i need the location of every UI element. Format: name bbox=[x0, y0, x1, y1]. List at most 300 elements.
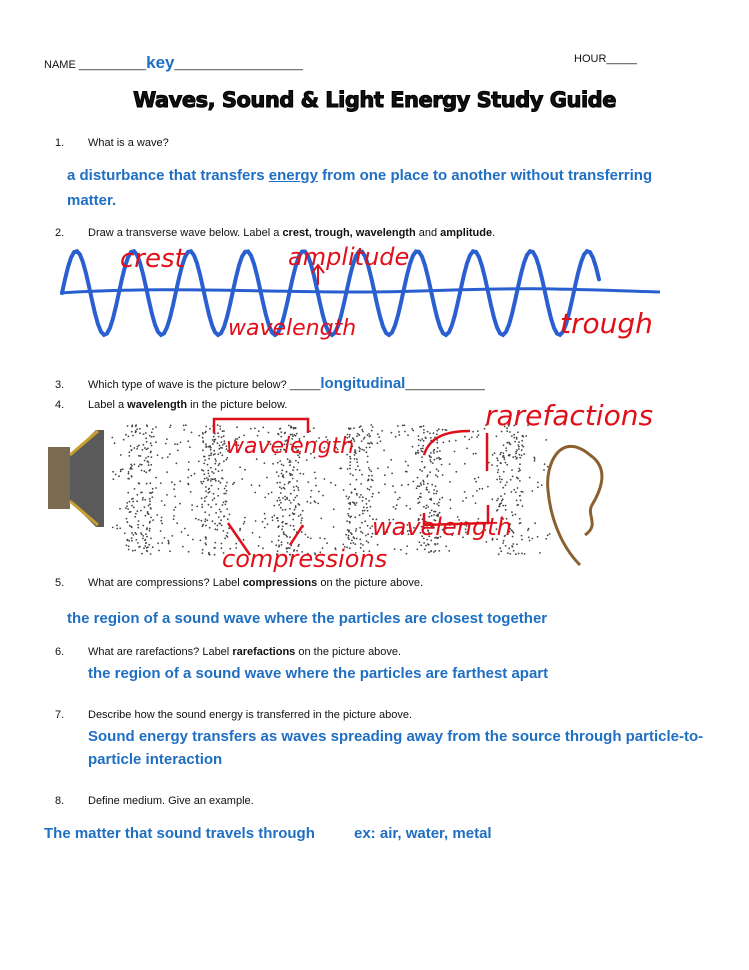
particle-dot bbox=[298, 489, 300, 491]
particle-dot bbox=[285, 509, 287, 511]
particle-dot bbox=[279, 482, 281, 484]
particle-dot bbox=[123, 439, 125, 441]
particle-dot bbox=[370, 470, 372, 472]
particle-dot bbox=[311, 490, 313, 492]
particle-dot bbox=[145, 533, 147, 535]
particle-dot bbox=[146, 551, 148, 553]
particle-dot bbox=[431, 510, 433, 512]
particle-dot bbox=[212, 443, 214, 445]
particle-dot bbox=[167, 456, 169, 458]
particle-dot bbox=[179, 480, 181, 482]
particle-dot bbox=[142, 497, 144, 499]
particle-dot bbox=[157, 542, 159, 544]
particle-dot bbox=[244, 469, 246, 471]
particle-dot bbox=[145, 542, 147, 544]
particle-dot bbox=[422, 480, 424, 482]
particle-dot bbox=[149, 522, 151, 524]
particle-dot bbox=[151, 436, 153, 438]
particle-dot bbox=[146, 483, 148, 485]
particle-dot bbox=[160, 482, 162, 484]
particle-dot bbox=[534, 458, 536, 460]
particle-dot bbox=[400, 549, 402, 551]
particle-dot bbox=[437, 447, 439, 449]
particle-dot bbox=[326, 542, 328, 544]
particle-dot bbox=[346, 495, 348, 497]
particle-dot bbox=[158, 550, 160, 552]
particle-dot bbox=[520, 500, 522, 502]
particle-dot bbox=[369, 469, 371, 471]
particle-dot bbox=[320, 518, 322, 520]
particle-dot bbox=[516, 438, 518, 440]
particle-dot bbox=[371, 475, 373, 477]
particle-dot bbox=[119, 527, 121, 529]
particle-dot bbox=[150, 507, 152, 509]
particle-dot bbox=[138, 465, 140, 467]
particle-dot bbox=[217, 424, 219, 426]
particle-dot bbox=[114, 442, 116, 444]
particle-dot bbox=[137, 524, 139, 526]
particle-dot bbox=[206, 520, 208, 522]
particle-dot bbox=[515, 514, 517, 516]
particle-dot bbox=[128, 471, 130, 473]
particle-dot bbox=[204, 456, 206, 458]
particle-dot bbox=[428, 491, 430, 493]
particle-dot bbox=[292, 478, 294, 480]
particle-dot bbox=[144, 470, 146, 472]
particle-dot bbox=[122, 468, 124, 470]
particle-dot bbox=[499, 505, 501, 507]
particle-dot bbox=[509, 553, 511, 555]
particle-dot bbox=[225, 485, 227, 487]
particle-dot bbox=[398, 431, 400, 433]
particle-dot bbox=[136, 448, 138, 450]
particle-dot bbox=[514, 437, 516, 439]
particle-dot bbox=[362, 532, 364, 534]
particle-dot bbox=[333, 526, 335, 528]
name-label: NAME ___________ bbox=[44, 59, 147, 71]
particle-dot bbox=[492, 454, 494, 456]
particle-dot bbox=[370, 424, 372, 426]
particle-dot bbox=[475, 502, 477, 504]
particle-dot bbox=[116, 525, 118, 527]
particle-dot bbox=[522, 435, 524, 437]
particle-dot bbox=[426, 487, 428, 489]
particle-dot bbox=[189, 446, 191, 448]
particle-dot bbox=[223, 493, 225, 495]
particle-dot bbox=[502, 542, 504, 544]
particle-dot bbox=[450, 508, 452, 510]
particle-dot bbox=[208, 479, 210, 481]
particle-dot bbox=[223, 460, 225, 462]
particle-dot bbox=[187, 534, 189, 536]
particle-dot bbox=[423, 425, 425, 427]
particle-dot bbox=[212, 499, 214, 501]
particle-dot bbox=[377, 468, 379, 470]
particle-dot bbox=[206, 496, 208, 498]
particle-dot bbox=[396, 504, 398, 506]
particle-dot bbox=[166, 471, 168, 473]
particle-dot bbox=[198, 435, 200, 437]
particle-dot bbox=[497, 509, 499, 511]
particle-dot bbox=[236, 426, 238, 428]
particle-dot bbox=[497, 472, 499, 474]
particle-dot bbox=[307, 481, 309, 483]
particle-dot bbox=[217, 495, 219, 497]
particle-dot bbox=[496, 500, 498, 502]
particle-dot bbox=[202, 433, 204, 435]
particle-dot bbox=[136, 428, 138, 430]
particle-dot bbox=[500, 462, 502, 464]
particle-dot bbox=[151, 432, 153, 434]
particle-dot bbox=[512, 546, 514, 548]
particle-dot bbox=[148, 505, 150, 507]
particle-dot bbox=[141, 464, 143, 466]
particle-dot bbox=[188, 551, 190, 553]
particle-dot bbox=[354, 516, 356, 518]
particle-dot bbox=[442, 442, 444, 444]
particle-dot bbox=[511, 491, 513, 493]
particle-dot bbox=[220, 511, 222, 513]
particle-dot bbox=[223, 516, 225, 518]
particle-dot bbox=[281, 541, 283, 543]
particle-dot bbox=[131, 431, 133, 433]
particle-dot bbox=[436, 451, 438, 453]
particle-dot bbox=[289, 536, 291, 538]
particle-dot bbox=[280, 431, 282, 433]
particle-dot bbox=[138, 520, 140, 522]
particle-dot bbox=[285, 535, 287, 537]
particle-dot bbox=[515, 491, 517, 493]
particle-dot bbox=[290, 502, 292, 504]
particle-dot bbox=[497, 459, 499, 461]
particle-dot bbox=[406, 545, 408, 547]
particle-dot bbox=[417, 485, 419, 487]
particle-dot bbox=[351, 492, 353, 494]
particle-dot bbox=[313, 427, 315, 429]
particle-dot bbox=[516, 504, 518, 506]
particle-dot bbox=[145, 539, 147, 541]
particle-dot bbox=[226, 490, 228, 492]
particle-dot bbox=[359, 469, 361, 471]
particle-dot bbox=[171, 481, 173, 483]
particle-dot bbox=[486, 541, 488, 543]
particle-dot bbox=[223, 443, 225, 445]
particle-dot bbox=[215, 468, 217, 470]
particle-dot bbox=[279, 460, 281, 462]
particle-dot bbox=[519, 523, 521, 525]
particle-dot bbox=[127, 521, 129, 523]
particle-dot bbox=[279, 486, 281, 488]
particle-dot bbox=[220, 447, 222, 449]
particle-dot bbox=[147, 512, 149, 514]
particle-dot bbox=[142, 535, 144, 537]
particle-dot bbox=[353, 427, 355, 429]
particle-dot bbox=[267, 523, 269, 525]
particle-dot bbox=[522, 446, 524, 448]
particle-dot bbox=[128, 478, 130, 480]
particle-dot bbox=[147, 456, 149, 458]
particle-dot bbox=[406, 471, 408, 473]
particle-dot bbox=[135, 533, 137, 535]
particle-dot bbox=[349, 468, 351, 470]
particle-dot bbox=[395, 436, 397, 438]
particle-dot bbox=[202, 525, 204, 527]
particle-dot bbox=[355, 469, 357, 471]
particle-dot bbox=[466, 448, 468, 450]
particle-dot bbox=[150, 538, 152, 540]
particle-dot bbox=[171, 535, 173, 537]
particle-dot bbox=[407, 484, 409, 486]
particle-dot bbox=[126, 518, 128, 520]
particle-dot bbox=[155, 426, 157, 428]
particle-dot bbox=[244, 517, 246, 519]
particle-dot bbox=[537, 486, 539, 488]
particle-dot bbox=[205, 446, 207, 448]
particle-dot bbox=[161, 517, 163, 519]
particle-dot bbox=[354, 488, 356, 490]
particle-dot bbox=[147, 448, 149, 450]
particle-dot bbox=[271, 541, 273, 543]
particle-dot bbox=[289, 460, 291, 462]
particle-dot bbox=[272, 463, 274, 465]
particle-dot bbox=[183, 429, 185, 431]
particle-dot bbox=[430, 452, 432, 454]
particle-dot bbox=[347, 537, 349, 539]
particle-dot bbox=[315, 485, 317, 487]
particle-dot bbox=[306, 459, 308, 461]
particle-dot bbox=[164, 504, 166, 506]
name-field bbox=[44, 53, 303, 73]
particle-dot bbox=[137, 542, 139, 544]
particle-dot bbox=[356, 494, 358, 496]
particle-dot bbox=[290, 493, 292, 495]
label-wavelength-bottom: wavelength bbox=[372, 513, 512, 541]
particle-dot bbox=[519, 518, 521, 520]
particle-dot bbox=[425, 545, 427, 547]
particle-dot bbox=[299, 504, 301, 506]
particle-dot bbox=[225, 459, 227, 461]
particle-dot bbox=[212, 478, 214, 480]
particle-dot bbox=[502, 505, 504, 507]
speaker-icon bbox=[48, 430, 104, 527]
particle-dot bbox=[188, 469, 190, 471]
particle-dot bbox=[421, 438, 423, 440]
particle-dot bbox=[482, 488, 484, 490]
particle-dot bbox=[208, 504, 210, 506]
particle-dot bbox=[420, 484, 422, 486]
particle-dot bbox=[289, 473, 291, 475]
particle-dot bbox=[361, 474, 363, 476]
particle-dot bbox=[423, 440, 425, 442]
particle-dot bbox=[280, 428, 282, 430]
particle-dot bbox=[363, 438, 365, 440]
particle-dot bbox=[500, 452, 502, 454]
particle-dot bbox=[217, 432, 219, 434]
particle-dot bbox=[142, 538, 144, 540]
particle-dot bbox=[212, 520, 214, 522]
particle-dot bbox=[203, 481, 205, 483]
particle-dot bbox=[302, 510, 304, 512]
particle-dot bbox=[433, 493, 435, 495]
particle-dot bbox=[282, 474, 284, 476]
particle-dot bbox=[300, 514, 302, 516]
particle-dot bbox=[428, 544, 430, 546]
particle-dot bbox=[368, 467, 370, 469]
particle-dot bbox=[149, 498, 151, 500]
particle-dot bbox=[369, 506, 371, 508]
particle-dot bbox=[201, 483, 203, 485]
particle-dot bbox=[528, 528, 530, 530]
particle-dot bbox=[132, 550, 134, 552]
particle-dot bbox=[359, 539, 361, 541]
particle-dot bbox=[419, 426, 421, 428]
particle-dot bbox=[217, 453, 219, 455]
particle-dot bbox=[437, 476, 439, 478]
particle-dot bbox=[145, 432, 147, 434]
particle-dot bbox=[205, 536, 207, 538]
particle-dot bbox=[516, 544, 518, 546]
particle-dot bbox=[511, 435, 513, 437]
particle-dot bbox=[348, 535, 350, 537]
particle-dot bbox=[360, 494, 362, 496]
particle-dot bbox=[226, 508, 228, 510]
particle-dot bbox=[349, 522, 351, 524]
particle-dot bbox=[213, 547, 215, 549]
particle-dot bbox=[286, 471, 288, 473]
particle-dot bbox=[455, 471, 457, 473]
particle-dot bbox=[214, 439, 216, 441]
particle-dot bbox=[399, 497, 401, 499]
particle-dot bbox=[368, 500, 370, 502]
particle-dot bbox=[150, 451, 152, 453]
particle-dot bbox=[475, 481, 477, 483]
page-title: Waves, Sound & Light Energy Study Guide bbox=[133, 88, 616, 112]
particle-dot bbox=[135, 539, 137, 541]
particle-dot bbox=[205, 542, 207, 544]
particle-dot bbox=[491, 464, 493, 466]
particle-dot bbox=[293, 486, 295, 488]
particle-dot bbox=[129, 468, 131, 470]
particle-dot bbox=[438, 502, 440, 504]
particle-dot bbox=[368, 475, 370, 477]
particle-dot bbox=[209, 527, 211, 529]
particle-dot bbox=[516, 500, 518, 502]
particle-dot bbox=[166, 438, 168, 440]
particle-dot bbox=[138, 455, 140, 457]
particle-dot bbox=[412, 446, 414, 448]
particle-dot bbox=[202, 449, 204, 451]
particle-dot bbox=[150, 442, 152, 444]
particle-dot bbox=[264, 513, 266, 515]
particle-dot bbox=[127, 492, 129, 494]
particle-dot bbox=[417, 452, 419, 454]
particle-dot bbox=[112, 527, 114, 529]
answer-1-line2: matter. bbox=[67, 192, 117, 209]
particle-dot bbox=[439, 458, 441, 460]
particle-dot bbox=[310, 538, 312, 540]
particle-dot bbox=[353, 536, 355, 538]
particle-dot bbox=[220, 482, 222, 484]
particle-dot bbox=[285, 499, 287, 501]
particle-dot bbox=[219, 509, 221, 511]
particle-dot bbox=[152, 546, 154, 548]
particle-dot bbox=[152, 519, 154, 521]
particle-dot bbox=[366, 507, 368, 509]
particle-dot bbox=[436, 433, 438, 435]
particle-dot bbox=[177, 450, 179, 452]
particle-dot bbox=[365, 535, 367, 537]
particle-dot bbox=[362, 513, 364, 515]
particle-dot bbox=[380, 440, 382, 442]
particle-dot bbox=[315, 477, 317, 479]
particle-dot bbox=[207, 446, 209, 448]
particle-dot bbox=[210, 452, 212, 454]
particle-dot bbox=[361, 429, 363, 431]
particle-dot bbox=[430, 456, 432, 458]
particle-dot bbox=[148, 464, 150, 466]
particle-dot bbox=[348, 538, 350, 540]
particle-dot bbox=[215, 480, 217, 482]
particle-dot bbox=[476, 436, 478, 438]
particle-dot bbox=[514, 441, 516, 443]
particle-dot bbox=[361, 440, 363, 442]
particle-dot bbox=[221, 454, 223, 456]
particle-dot bbox=[367, 461, 369, 463]
particle-dot bbox=[129, 501, 131, 503]
particle-dot bbox=[347, 529, 349, 531]
particle-dot bbox=[395, 508, 397, 510]
particle-dot bbox=[322, 495, 324, 497]
particle-dot bbox=[282, 497, 284, 499]
particle-dot bbox=[387, 466, 389, 468]
particle-dot bbox=[213, 472, 215, 474]
particle-dot bbox=[442, 429, 444, 431]
particle-dot bbox=[418, 541, 420, 543]
particle-dot bbox=[283, 465, 285, 467]
particle-dot bbox=[219, 425, 221, 427]
particle-dot bbox=[545, 538, 547, 540]
particle-dot bbox=[464, 463, 466, 465]
particle-dot bbox=[498, 553, 500, 555]
particle-dot bbox=[204, 497, 206, 499]
particle-dot bbox=[271, 492, 273, 494]
label-crest: crest bbox=[120, 244, 185, 274]
particle-dot bbox=[194, 473, 196, 475]
particle-dot bbox=[181, 531, 183, 533]
particle-dot bbox=[145, 437, 147, 439]
particle-dot bbox=[177, 443, 179, 445]
particle-dot bbox=[126, 505, 128, 507]
particle-dot bbox=[182, 546, 184, 548]
particle-dot bbox=[394, 548, 396, 550]
particle-dot bbox=[272, 519, 274, 521]
particle-dot bbox=[278, 540, 280, 542]
particle-dot bbox=[167, 540, 169, 542]
particle-dot bbox=[157, 454, 159, 456]
particle-dot bbox=[418, 485, 420, 487]
particle-dot bbox=[366, 451, 368, 453]
particle-dot bbox=[423, 483, 425, 485]
particle-dot bbox=[521, 455, 523, 457]
particle-dot bbox=[218, 480, 220, 482]
particle-dot bbox=[130, 445, 132, 447]
particle-dot bbox=[218, 516, 220, 518]
particle-dot bbox=[415, 452, 417, 454]
particle-dot bbox=[145, 515, 147, 517]
particle-dot bbox=[281, 469, 283, 471]
particle-dot bbox=[149, 528, 151, 530]
name-underline: _____________________ bbox=[174, 59, 303, 71]
